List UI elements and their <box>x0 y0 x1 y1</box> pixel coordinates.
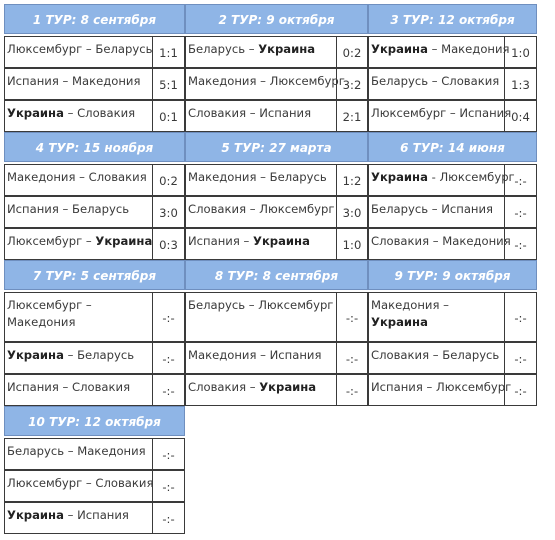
tour-header: 8 ТУР: 8 сентября <box>185 260 368 290</box>
separator: – <box>82 42 96 56</box>
tour-header: 5 ТУР: 27 марта <box>185 132 368 162</box>
match-cell <box>185 342 337 374</box>
separator: – <box>58 380 72 394</box>
separator: – <box>428 74 442 88</box>
match-row <box>4 228 185 260</box>
score-cell: -:- <box>152 342 185 374</box>
away-team: Македония <box>77 444 146 458</box>
tour-header: 10 ТУР: 12 октября <box>4 406 185 436</box>
home-team: Беларусь <box>188 298 246 312</box>
separator: – <box>246 202 260 216</box>
match-cell <box>4 374 153 406</box>
score-cell: -:- <box>504 196 537 228</box>
match-cell <box>368 342 505 374</box>
away-team: Люксембург <box>436 380 512 394</box>
home-team: Люксембург <box>7 234 83 248</box>
away-team: Беларусь <box>72 202 130 216</box>
fixtures-grid <box>4 4 555 537</box>
match-cell <box>4 502 153 534</box>
match-row <box>4 342 185 374</box>
home-team: Беларусь <box>371 202 429 216</box>
match-cell <box>4 36 153 68</box>
match-row <box>185 374 368 406</box>
match-cell <box>185 374 337 406</box>
match-row <box>368 36 537 68</box>
match-cell <box>185 164 337 196</box>
away-team: Словакия <box>72 380 131 394</box>
away-team: Испания <box>441 202 494 216</box>
separator: – <box>82 234 96 248</box>
score-cell: 1:1 <box>152 36 185 68</box>
score-cell: -:- <box>152 502 185 534</box>
home-team: Македония <box>7 170 76 184</box>
match-row <box>185 164 368 196</box>
tour-header: 6 ТУР: 14 июня <box>368 132 537 162</box>
match-cell <box>4 68 153 100</box>
score-cell: 3:2 <box>336 68 368 100</box>
home-team: Беларусь <box>188 42 246 56</box>
score-cell: -:- <box>336 342 368 374</box>
away-team: Словакия <box>441 74 500 88</box>
separator: – <box>245 42 259 56</box>
separator: – <box>239 234 253 248</box>
away-team: Украина <box>371 315 428 329</box>
match-row <box>185 100 368 132</box>
away-team: Люксембург <box>258 298 334 312</box>
separator: – <box>256 348 270 362</box>
match-cell <box>185 68 345 100</box>
match-cell <box>4 342 153 374</box>
home-team: Испания <box>7 380 59 394</box>
away-team: Словакия <box>95 476 154 490</box>
home-team: Македония <box>188 348 257 362</box>
match-row <box>368 100 537 132</box>
match-row <box>368 196 537 228</box>
match-row <box>185 68 368 100</box>
away-team: Беларусь <box>442 348 500 362</box>
away-team: Македония <box>7 315 76 329</box>
separator: – <box>63 348 78 362</box>
home-team: Испания <box>7 202 59 216</box>
away-team: Украина <box>259 380 317 394</box>
tour-header: 3 ТУР: 12 октября <box>368 4 537 34</box>
match-cell <box>368 36 510 68</box>
score-cell: 1:2 <box>336 164 368 196</box>
match-cell <box>4 164 153 196</box>
score-cell: -:- <box>504 164 537 196</box>
match-row <box>4 470 185 502</box>
match-row <box>368 292 537 342</box>
home-team: Украина <box>371 42 428 56</box>
separator: – <box>427 42 442 56</box>
home-team: Украина <box>7 508 64 522</box>
match-cell <box>368 100 512 132</box>
score-cell: 5:1 <box>152 68 185 100</box>
away-team: Испания <box>77 508 129 522</box>
match-cell <box>185 196 337 228</box>
match-cell <box>4 438 153 470</box>
match-cell <box>185 292 337 342</box>
separator: – <box>75 170 89 184</box>
score-cell: 2:1 <box>336 100 368 132</box>
match-cell <box>185 100 337 132</box>
match-row <box>4 292 185 342</box>
tour-header: 4 ТУР: 15 ноября <box>4 132 185 162</box>
separator: – <box>246 106 260 120</box>
home-team: Македония <box>188 170 257 184</box>
home-team: Люксембург <box>7 476 83 490</box>
separator: - <box>427 170 440 184</box>
separator: – <box>246 380 260 394</box>
score-cell: -:- <box>152 470 185 502</box>
away-team: Украина <box>253 234 310 248</box>
home-team: Украина <box>371 170 428 184</box>
home-team: Беларусь <box>7 444 65 458</box>
match-cell <box>368 68 505 100</box>
away-team: Беларусь <box>77 348 135 362</box>
separator: – <box>63 508 78 522</box>
separator: – <box>82 298 92 312</box>
score-cell: 0:3 <box>152 228 185 260</box>
home-team: Македония <box>371 298 440 312</box>
separator: – <box>82 476 96 490</box>
match-cell <box>4 196 153 228</box>
match-cell <box>368 196 505 228</box>
score-cell: 0:1 <box>152 100 185 132</box>
match-row <box>4 502 185 534</box>
home-team: Люксембург <box>371 106 447 120</box>
score-cell: 1:3 <box>504 68 537 100</box>
home-team: Македония <box>188 74 257 88</box>
match-row <box>4 164 185 196</box>
home-team: Словакия <box>371 348 430 362</box>
match-row <box>4 100 185 132</box>
match-row <box>185 36 368 68</box>
home-team: Украина <box>7 348 64 362</box>
home-team: Украина <box>7 106 64 120</box>
tour-header: 1 ТУР: 8 сентября <box>4 4 185 34</box>
separator: – <box>429 348 443 362</box>
home-team: Испания <box>371 380 423 394</box>
tour-header: 7 ТУР: 5 сентября <box>4 260 185 290</box>
away-team: Македония <box>441 42 510 56</box>
away-team: Беларусь <box>269 170 327 184</box>
away-team: Словакия <box>77 106 136 120</box>
match-row <box>4 374 185 406</box>
score-cell: -:- <box>152 292 185 342</box>
score-cell: -:- <box>504 342 537 374</box>
match-row <box>368 228 537 260</box>
score-cell: 1:0 <box>504 36 537 68</box>
match-row <box>368 374 537 406</box>
home-team: Словакия <box>188 106 247 120</box>
away-team: Люксембург <box>439 170 515 184</box>
score-cell: 0:2 <box>152 164 185 196</box>
separator: – <box>256 170 270 184</box>
away-team: Беларусь <box>95 42 153 56</box>
home-team: Испания <box>188 234 240 248</box>
separator: – <box>58 74 72 88</box>
match-row <box>4 36 185 68</box>
home-team: Словакия <box>371 234 430 248</box>
match-row <box>368 164 537 196</box>
home-team: Люксембург <box>7 298 83 312</box>
match-row <box>4 68 185 100</box>
match-cell <box>368 164 515 196</box>
score-cell: 3:0 <box>336 196 368 228</box>
away-team: Словакия <box>88 170 147 184</box>
score-cell: 0:2 <box>336 36 368 68</box>
away-team: Украина <box>258 42 316 56</box>
score-cell: -:- <box>504 292 537 342</box>
separator: – <box>429 234 443 248</box>
score-cell: -:- <box>152 438 185 470</box>
score-cell: -:- <box>336 374 368 406</box>
score-cell: -:- <box>336 292 368 342</box>
away-team: Люксембург <box>259 202 335 216</box>
match-row <box>185 342 368 374</box>
tour-header: 9 ТУР: 9 октября <box>368 260 537 290</box>
score-cell: 3:0 <box>152 196 185 228</box>
separator: – <box>58 202 72 216</box>
away-team: Испания <box>269 348 322 362</box>
separator: – <box>245 298 259 312</box>
home-team: Беларусь <box>371 74 429 88</box>
home-team: Словакия <box>188 202 247 216</box>
match-cell <box>368 292 505 342</box>
match-row <box>4 438 185 470</box>
away-team: Украина <box>95 234 153 248</box>
separator: – <box>64 444 78 458</box>
score-cell: -:- <box>504 374 537 406</box>
match-row <box>368 68 537 100</box>
match-row <box>368 342 537 374</box>
match-cell <box>368 228 511 260</box>
match-cell <box>185 228 337 260</box>
score-cell: 1:0 <box>336 228 368 260</box>
match-row <box>185 196 368 228</box>
separator: – <box>428 202 442 216</box>
away-team: Испания <box>259 106 312 120</box>
match-cell <box>4 292 153 342</box>
away-team: Македония <box>442 234 511 248</box>
match-cell <box>4 100 153 132</box>
away-team: Люксембург <box>269 74 345 88</box>
separator: – <box>422 380 436 394</box>
match-cell <box>185 36 337 68</box>
match-cell <box>4 470 153 502</box>
separator: – <box>439 298 449 312</box>
home-team: Испания <box>7 74 59 88</box>
score-cell: 0:4 <box>504 100 537 132</box>
home-team: Словакия <box>188 380 247 394</box>
match-cell <box>368 374 512 406</box>
score-cell: -:- <box>504 228 537 260</box>
match-row <box>185 292 368 342</box>
tour-header: 2 ТУР: 9 октября <box>185 4 368 34</box>
match-cell <box>4 228 153 260</box>
match-row <box>185 228 368 260</box>
separator: – <box>446 106 460 120</box>
away-team: Македония <box>72 74 141 88</box>
score-cell: -:- <box>152 374 185 406</box>
separator: – <box>256 74 270 88</box>
match-row <box>4 196 185 228</box>
home-team: Люксембург <box>7 42 83 56</box>
separator: – <box>63 106 78 120</box>
away-team: Испания <box>459 106 512 120</box>
